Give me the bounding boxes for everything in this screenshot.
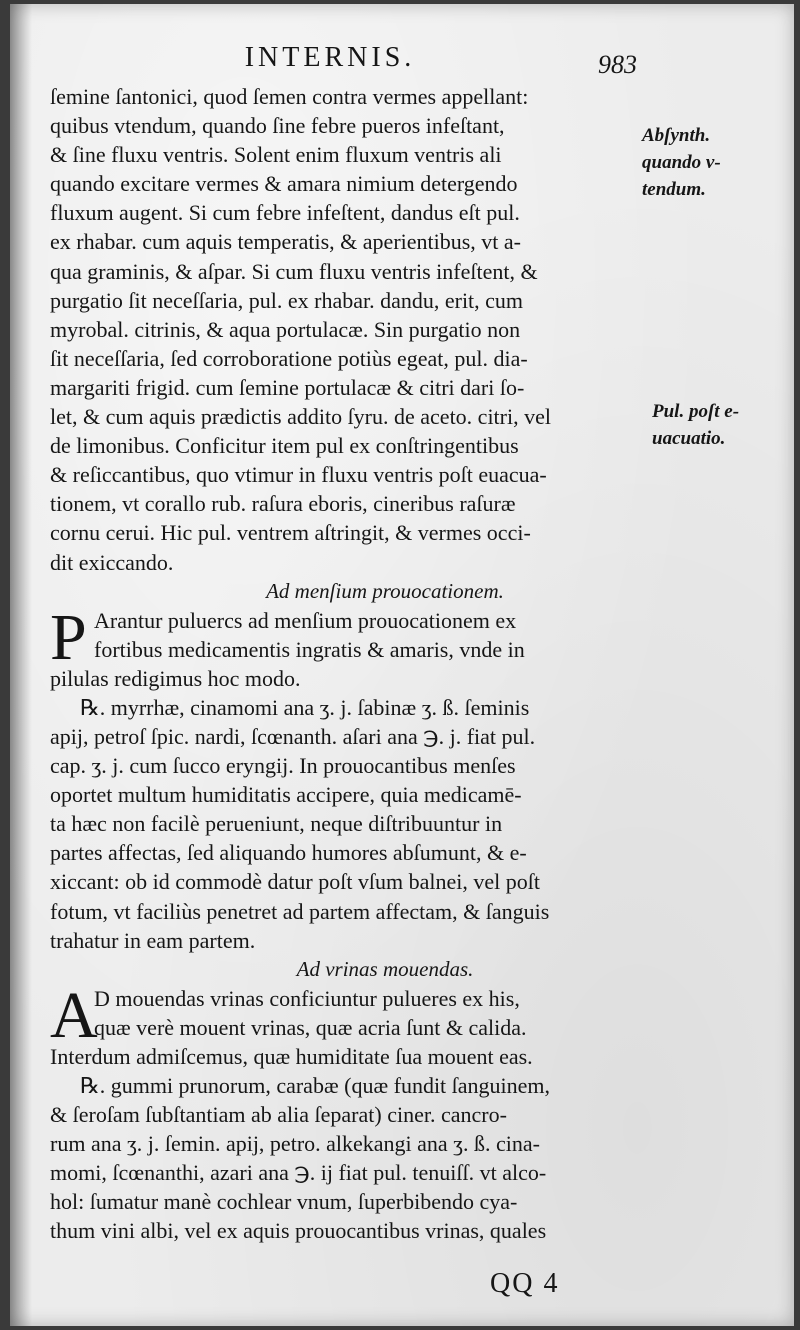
text-line: ſemine ſantonici, quod ſemen contra vermes appellant: [50,84,529,109]
text-line: hol: ſumatur manè cochlear vnum, ſuperbibendo cya- [50,1189,518,1215]
margin-note [652,398,739,452]
text-line: ex rhabar. cum aquis temperatis, & aperientibus, vt a- [50,229,522,255]
margin-note-line: quando v- [642,152,721,173]
main-text-block [50,82,660,1246]
text-line: quibus vtendum, quando ſine febre pueros infeſtant, [50,113,505,139]
dropcap-paragraph [50,978,660,1052]
text-line: myrobal. citrinis, & aqua portulacæ. Sin purgatio non [50,316,521,342]
running-head: INTERNIS. [244,42,416,73]
text-line: fortibus medicamentis ingratis & amaris, vnde in [94,636,525,662]
text-line: xiccant: ob id commodè datur poſt vſum balnei, vel poſt [50,869,541,895]
text-line: Interdum admiſcemus, quæ humiditate ſua mouent eas. [50,1043,533,1069]
text-line: & ſeroſam ſubſtantiam ab alia ſeparat) ciner. cancro- [50,1102,507,1128]
text-line: qua graminis, & aſpar. Si cum fluxu ventris infeſtent, & [50,258,538,284]
text-line: tionem, vt corallo rub. raſura eboris, cineribus raſuræ [50,491,516,517]
text-line: ℞. gummi prunorum, carabæ (quæ fundit ſanguinem, [80,1073,551,1098]
drop-cap: A [50,978,98,1052]
text-line: margariti frigid. cum ſemine portulacæ & citri dari ſo- [50,374,525,400]
text-line: pilulas redigimus hoc modo. [50,665,301,691]
signature-mark: QQ 4 [490,1268,560,1299]
margin-note [642,122,721,203]
text-line: partes affectas, ſed aliquando humores abſumunt, & e- [50,840,527,866]
text-line: & ſine fluxu ventris. Solent enim fluxum ventris ali [50,142,502,168]
text-line: purgatio ſit neceſſaria, pul. ex rhabar. dandu, erit, cum [50,287,524,313]
text-line: fotum, vt faciliùs penetret ad partem affectam, & ſanguis [50,898,550,924]
text-line: let, & cum aquis prædictis addito ſyru. de aceto. citri, vel [50,404,551,430]
text-line: cap. ʒ. j. cum ſucco eryngij. In prouocantibus menſes [50,753,516,779]
text-line: rum ana ʒ. j. ſemin. apij, petro. alkekangi ana ʒ. ß. cina- [50,1131,540,1157]
page-number: 983 [598,50,637,79]
section-heading: Ad vrinas mouendas. [296,956,474,981]
text-line: D mouendas vrinas conficiuntur pulueres ex his, [94,985,520,1011]
text-line: apij, petroſ ſpic. nardi, ſcœnanth. aſari ana ℈. j. fiat pul. [50,723,536,749]
text-line: ta hæc non facilè perueniunt, neque diſtribuuntur in [50,811,503,837]
margin-note-line: tendum. [642,179,706,200]
margin-note-line: Abſynth. [642,125,711,146]
section-heading: Ad menſium prouocationem. [266,578,504,603]
dropcap-paragraph [50,600,660,693]
margin-note-line: uacuatio. [652,428,726,449]
text-line: dit exiccando. [50,549,174,575]
text-line: Arantur puluercs ad menſium prouocationem ex [94,607,517,633]
text-line: ſit neceſſaria, ſed corroboratione potiùs egeat, pul. dia- [50,345,528,371]
text-line: quæ verè mouent vrinas, quæ acria ſunt & calida. [94,1014,527,1040]
margin-note-line: Pul. poſt e- [652,401,740,422]
text-line: cornu cerui. Hic pul. ventrem aſtringit, & vermes occi- [50,520,531,546]
text-line: fluxum augent. Si cum febre infeſtent, dandus eſt pul. [50,200,520,226]
text-line: momi, ſcœnanthi, azari ana ℈. ij fiat pul. tenuiſſ. vt alco- [50,1160,547,1186]
text-line: oportet multum humiditatis accipere, quia medicamē- [50,782,522,808]
text-line: quando excitare vermes & amara nimium detergendo [50,171,518,197]
drop-cap: P [50,600,87,674]
text-line: trahatur in eam partem. [50,927,256,953]
text-line: ℞. myrrhæ, cinamomi ana ʒ. j. ſabinæ ʒ. ß. ſeminis [80,694,530,720]
text-line: de limonibus. Conficitur item pul ex conſtringentibus [50,433,519,459]
text-line: & reſiccantibus, quo vtimur in fluxu ventris poſt euacua- [50,462,547,488]
text-line: thum vini albi, vel ex aquis prouocantibus vrinas, quales [50,1218,547,1244]
book-page [10,4,794,1326]
gutter-shadow [10,4,32,1326]
